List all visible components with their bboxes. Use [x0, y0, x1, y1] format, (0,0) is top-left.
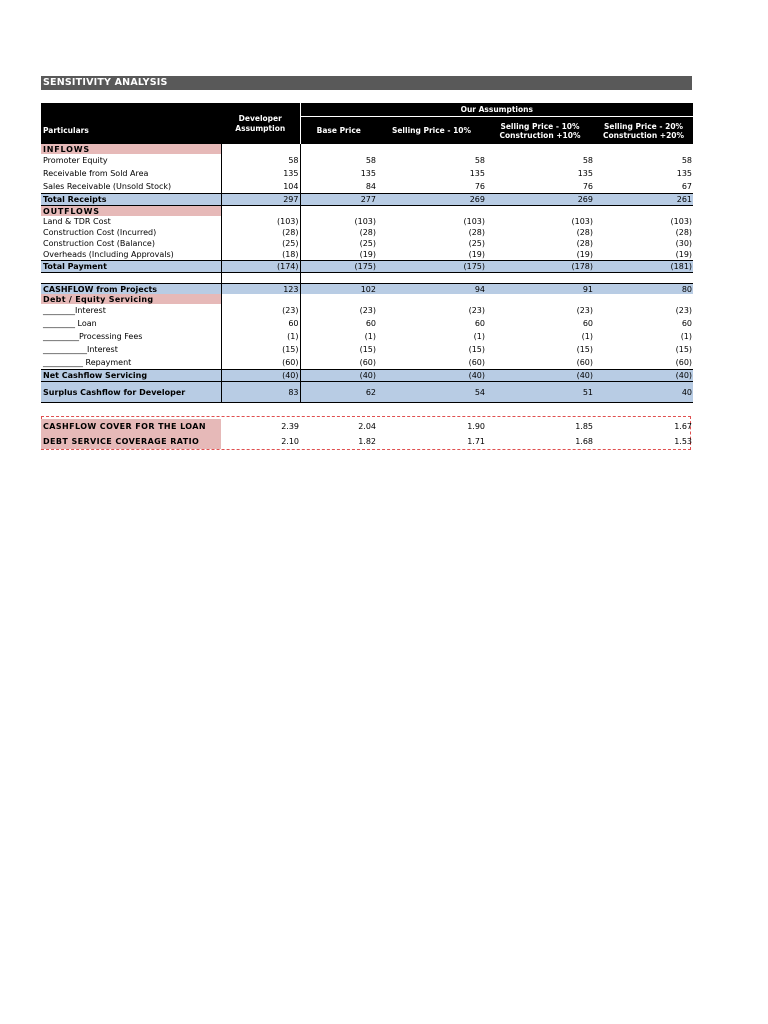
- page-title: SENSITIVITY ANALYSIS: [41, 76, 692, 90]
- header-developer-assumption: Developer Assumption: [221, 103, 300, 144]
- surplus-cashflow-row: Surplus Cashflow for Developer 83 62 54 51 40: [41, 382, 693, 403]
- table-row: Land & TDR Cost (103) (103) (103) (103) (103): [43, 217, 693, 226]
- dscr-row: DEBT SERVICE COVERAGE RATIO 2.10 1.82 1.71 1.68 1.53: [41, 434, 693, 449]
- table-row: ________ Loan 60 60 60 60 60: [43, 319, 693, 328]
- section-label: INFLOWS: [41, 144, 221, 154]
- header-col-selling-10: Selling Price - 10%: [377, 117, 486, 145]
- table-row: Overheads (Including Approvals) (18) (19) (19) (19) (19): [43, 250, 693, 259]
- section-inflows: [41, 144, 693, 154]
- table-row: Construction Cost (Balance) (25) (25) (25) (28) (30): [43, 239, 693, 248]
- spacer-row: [41, 273, 693, 284]
- header-col-selling-20-construction-20: Selling Price - 20% Construction +20%: [594, 117, 693, 145]
- table-row: Receivable from Sold Area 135 135 135 135 135: [43, 169, 693, 178]
- table-row: _________Processing Fees (1) (1) (1) (1) (1): [43, 332, 693, 341]
- total-receipts-row: Total Receipts 297 277 269 269 261: [43, 195, 693, 204]
- section-debt-equity: [41, 294, 693, 304]
- table-row: ___________Interest (15) (15) (15) (15) (15): [43, 345, 693, 354]
- table-row: __________ Repayment (60) (60) (60) (60) (60): [41, 356, 693, 370]
- header-col-base-price: Base Price: [300, 117, 377, 145]
- sensitivity-table: [41, 103, 693, 403]
- section-outflows: [41, 206, 693, 217]
- section-label: OUTFLOWS: [41, 206, 221, 217]
- header-our-assumptions: Our Assumptions: [300, 103, 693, 117]
- section-label: Debt / Equity Servicing: [41, 294, 221, 304]
- ratios-table: [41, 419, 693, 449]
- net-cashflow-servicing-row: Net Cashflow Servicing (40) (40) (40) (40) (40): [43, 371, 693, 380]
- total-payment-row: Total Payment (174) (175) (175) (178) (181): [43, 262, 693, 271]
- cashflow-projects-row: CASHFLOW from Projects 123 102 94 91 80: [43, 284, 693, 294]
- cashflow-cover-row: CASHFLOW COVER FOR THE LOAN 2.39 2.04 1.90 1.85 1.67: [41, 419, 693, 434]
- table-row: Construction Cost (Incurred) (28) (28) (28) (28) (28): [43, 228, 693, 237]
- header-col-selling-10-construction-10: Selling Price - 10% Construction +10%: [486, 117, 594, 145]
- table-row: ________Interest (23) (23) (23) (23) (23): [43, 306, 693, 315]
- table-row: Promoter Equity 58 58 58 58 58: [43, 156, 693, 165]
- header-particulars: Particulars: [41, 103, 221, 144]
- table-row: Sales Receivable (Unsold Stock) 104 84 76 76 67: [41, 180, 693, 194]
